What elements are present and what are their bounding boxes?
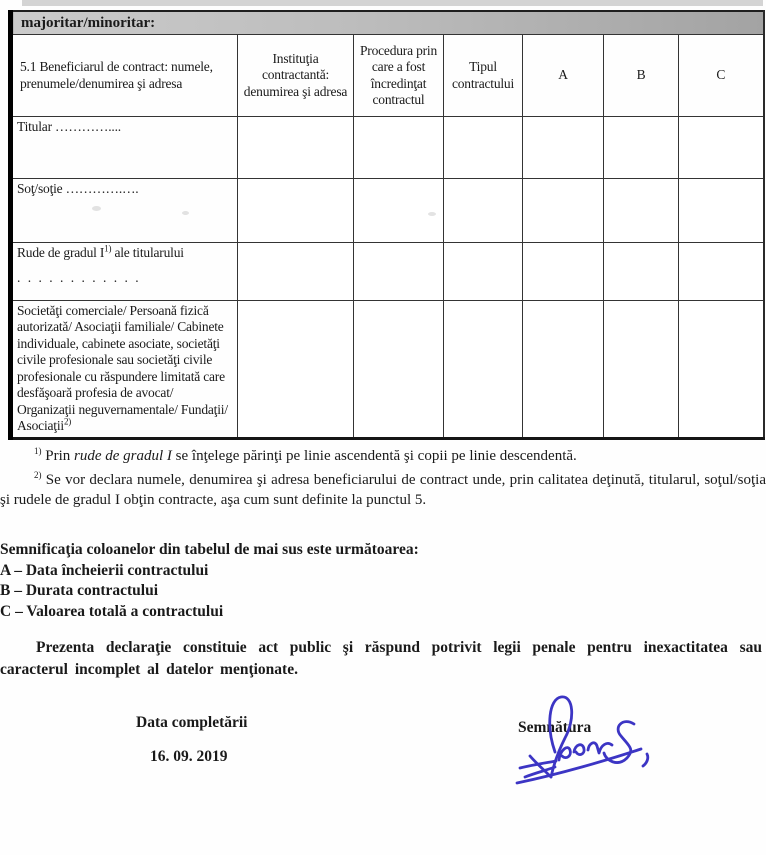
date-value: 16. 09. 2019 [150,748,228,765]
section-header-bar [11,11,764,35]
table-row-rude [11,243,764,301]
signature-label: Semnătura [518,719,592,736]
legend-item-b: B – Durata contractului [0,582,159,599]
row-label-cell [11,179,238,243]
col-header-a: A [523,35,604,117]
footnote-1-marker: 1) [34,446,42,456]
col-header-b: B [604,35,679,117]
empty-cell [523,243,604,301]
col-header-c: C [679,35,764,117]
declaration-text: Prezenta declaraţie constituie act public şi răspund potrivit legii penale pentru inexactitatea sau caracterul incomplet al datelor menţionate. [0,639,762,678]
legend-title: Semnificaţia coloanelor din tabelul de mai sus este următoarea: [0,541,419,558]
empty-cell [354,301,444,439]
empty-cell [354,243,444,301]
empty-cell [444,301,523,439]
footnote-1-post: se înţelege părinţi pe linie ascendentă şi copii pe linie descendentă. [171,448,577,464]
scan-speck [182,211,189,215]
col-header-procedure: Procedura prin care a fost încredinţat contractul [354,35,444,117]
footnote-2-text: Se vor declara numele, denumirea şi adresa beneficiarului de contract unde, prin calitatea deţinută, titularul, soţul/soţia şi rudele de gradul I obţin contracte, aşa cum sunt definite la punctul 5. [0,471,766,509]
scan-speck [92,206,101,211]
declaration-paragraph [0,637,762,681]
legend-item-a: A – Data încheierii contractului [0,561,209,579]
section-header-label: majoritar/minoritar: [21,14,156,31]
footnotes-block [0,446,766,511]
scan-speck [428,212,436,216]
empty-cell [238,243,354,301]
column-legend [0,540,766,622]
empty-cell [604,179,679,243]
footnote-2-marker: 2) [34,469,42,480]
row-label-rude-post: ale titularului [111,245,184,260]
row-label-cell [11,243,238,301]
empty-cell [354,179,444,243]
col-header-institution: Instituţia contractantă: denumirea şi adresa [238,35,354,117]
legend-item-c: C – Valoarea totală a contractului [0,602,224,620]
row-label-societati: Societăţi comerciale/ Persoană fizică autorizată/ Asociaţii familiale/ Cabinete individuale, cabinete asociate, societăţi civile profesionale sau societăţi civile profesionale cu răspundere limitată care desfăşoară profesia de avocat/ Organizaţii neguvernamentale/ Fundaţii/ Asociaţii [17,303,228,434]
empty-cell [238,179,354,243]
table-row-sot-sotie [11,179,764,243]
empty-cell [679,179,764,243]
footnote-1-pre: Prin [41,448,75,464]
table-row-societati [11,301,764,439]
empty-cell [444,117,523,179]
empty-cell [604,243,679,301]
row-rude-dots: . . . . . . . . . . . . [17,270,141,286]
empty-cell [523,301,604,439]
table-header-row [11,35,764,117]
row-label-cell [11,117,238,179]
empty-cell [604,117,679,179]
empty-cell [238,301,354,439]
empty-cell [444,179,523,243]
empty-cell [444,243,523,301]
row-label-sot-sotie: Soţ/soţie ………….…. [17,181,139,196]
empty-cell [679,301,764,439]
col-header-beneficiary: 5.1 Beneficiarul de contract: numele, prenumele/denumirea şi adresa [11,35,238,117]
footnote-ref-1: 1) [104,243,112,254]
footnote-1-term: rude de gradul I [74,448,172,464]
empty-cell [604,301,679,439]
col-header-contract-type: Tipul contractului [444,35,523,117]
signature-scribble [504,690,670,802]
footnote-ref-2: 2) [63,416,72,427]
scan-artifact-strip [22,0,763,6]
empty-cell [679,243,764,301]
empty-cell [354,117,444,179]
row-label-titular: Titular ………….... [17,119,121,134]
empty-cell [238,117,354,179]
footnote-1 [0,446,766,467]
section-header-row [11,11,764,35]
empty-cell [679,117,764,179]
table-row-titular [11,117,764,179]
date-label: Data completării [136,714,248,731]
empty-cell [523,117,604,179]
row-label-cell [11,301,238,439]
row-label-rude-pre: Rude de gradul I [17,245,105,260]
footnote-2 [0,470,766,511]
contracts-table [8,10,765,440]
empty-cell [523,179,604,243]
